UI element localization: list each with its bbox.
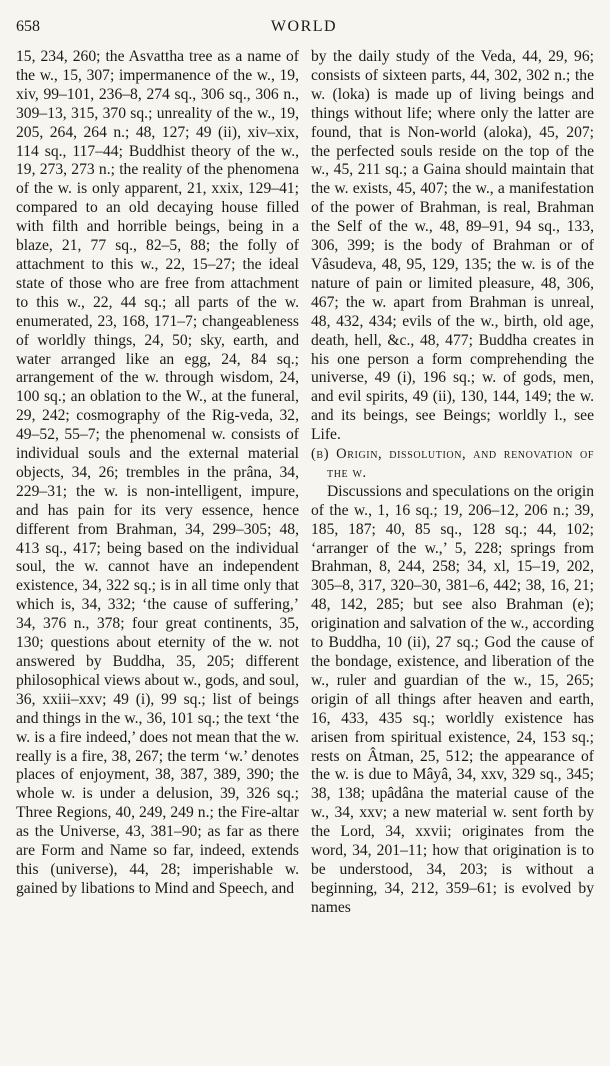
running-head: WORLD — [270, 18, 338, 35]
right-column-paragraph-2: Discussions and speculations on the origin of the w., 1, 16 sq.; 19, 206–12, 206 n.; 39, 185, 187; 40, 85 sq., 128 sq.; 44, 102; ‘arranger of the w.,’ 5, 228; springs from Brahman, 8, 244, 258; 34, xl, 15–19, 202, 305–8, 317, 320–30, 381–6, 442; 38, 16, 21; 48, 142, 285; but see also Brahman (e); origination and salvation of the w., according to Buddha, 10 (ii), 27 sq.; God the cause of the bondage, existence, and liberation of the w., ruler and guardian of the w., 15, 265; origin of all things after heaven and earth, 16, 433, 435 sq.; worldly existence has arisen from spiritual existence, 24, 153 sq.; rests on Âtman, 25, 512; the appearance of the w. is due to Mâyâ, 34, xxv, 329 sq., 345; 38, 138; upâdâna the material cause of the w., 34, xxv; a new material w. sent forth by the Lord, 34, xxvii; originates from the word, 34, 201–11; how that origination is to be understood, 34, 203; is without a beginning, 34, 212, 359–61; is evolved by names — [311, 482, 594, 916]
right-column-paragraph-1: by the daily study of the Veda, 44, 29, 96; consists of sixteen parts, 44, 302, 302 n.; the w. (loka) is made up of living beings and things without life; where only the latter are found, that is Non-world (aloka), 45, 207; the perfected souls reside on the top of the w., 45, 211 sq.; a Gaina should maintain that the w. exists, 45, 407; the w., a manifestation of the power of Brahman, is real, Brahman the Self of the w., 48, 89–91, 94 sq., 133, 306, 399; is the body of Brahman or of Vâsudeva, 48, 95, 129, 135; the w. is of the nature of pain or limited pleasure, 48, 306, 467; the w. apart from Brahman is unreal, 48, 432, 434; evils of the w., birth, old age, death, hell, &c., 48, 477; Buddha creates in his one person a form comprehending the universe, 49 (i), 196 sq.; w. of gods, men, and evil spirits, 49 (ii), 130, 144, 149; the w. and its beings, see Beings; worldly l., see Life. — [311, 48, 594, 444]
page-number: 658 — [16, 18, 40, 35]
page-header — [16, 14, 592, 40]
left-column-text: 15, 234, 260; the Asvattha tree as a name of the w., 15, 307; impermanence of the w., 19, xiv, 99–101, 236–8, 274 sq., 306 sq., 306 n., 309–13, 315, 370 sq.; unreality of the w., 19, 205, 264, 264 n.; 48, 127; 49 (ii), xiv–xix, 114 sq., 117–44; Buddhist theory of the w., 19, 273, 273 n.; the reality of the phenomena of the w. is only apparent, 21, xxix, 129–41; compared to an old decaying house filled with filth and horrible beings, being in a blaze, 21, 77 sq., 82–5, 88; the folly of attachment to this w., 22, 15–27; the ideal state of those who are free from attachment to this w., 22, 44 sq.; all parts of the w. enumerated, 23, 168, 171–7; changeableness of worldly things, 24, 50; sky, earth, and water arranged like an egg, 24, 84 sq.; arrangement of the w. through wisdom, 24, 100 sq.; an oblation to the W., at the funeral, 29, 242; cosmography of the Rig-veda, 32, 49–52, 55–7; the phenomenal w. consists of individual souls and the external material objects, 34, 26; trembles in the prâna, 34, 229–31; the w. is non-intelligent, impure, and has pain for its very essence, hence different from Brahman, 34, 299–305; 48, 413 sq., 417; being based on the individual soul, the w. cannot have an independent existence, 34, 322 sq.; is in all time only that which is, 34, 332; ‘the cause of suffering,’ 34, 376 n., 378; four great continents, 35, 130; questions about eternity of the w. not answered by Buddha, 35, 205; different philosophical views about w., gods, and soul, 36, xxiii–xxv; 49 (i), 99 sq.; list of beings and things in the w., 36, 101 sq.; the text ‘the w. is a fire indeed,’ does not mean that the w. really is a fire, 38, 267; the term ‘w.’ denotes places of enjoyment, 38, 387, 389, 390; the whole w. is under a delusion, 39, 326 sq.; Three Regions, 40, 249, 249 n.; the Fire-altar as the Universe, 43, 381–90; as far as there are Form and Name so far, indeed, extends this (universe), 44, 28; imperishable w. gained by libations to Mind and Speech, and — [16, 48, 299, 897]
section-heading: (b) Origin, dissolution, and renovation of the w. — [311, 446, 594, 481]
right-column — [311, 48, 594, 918]
left-column — [16, 48, 299, 899]
